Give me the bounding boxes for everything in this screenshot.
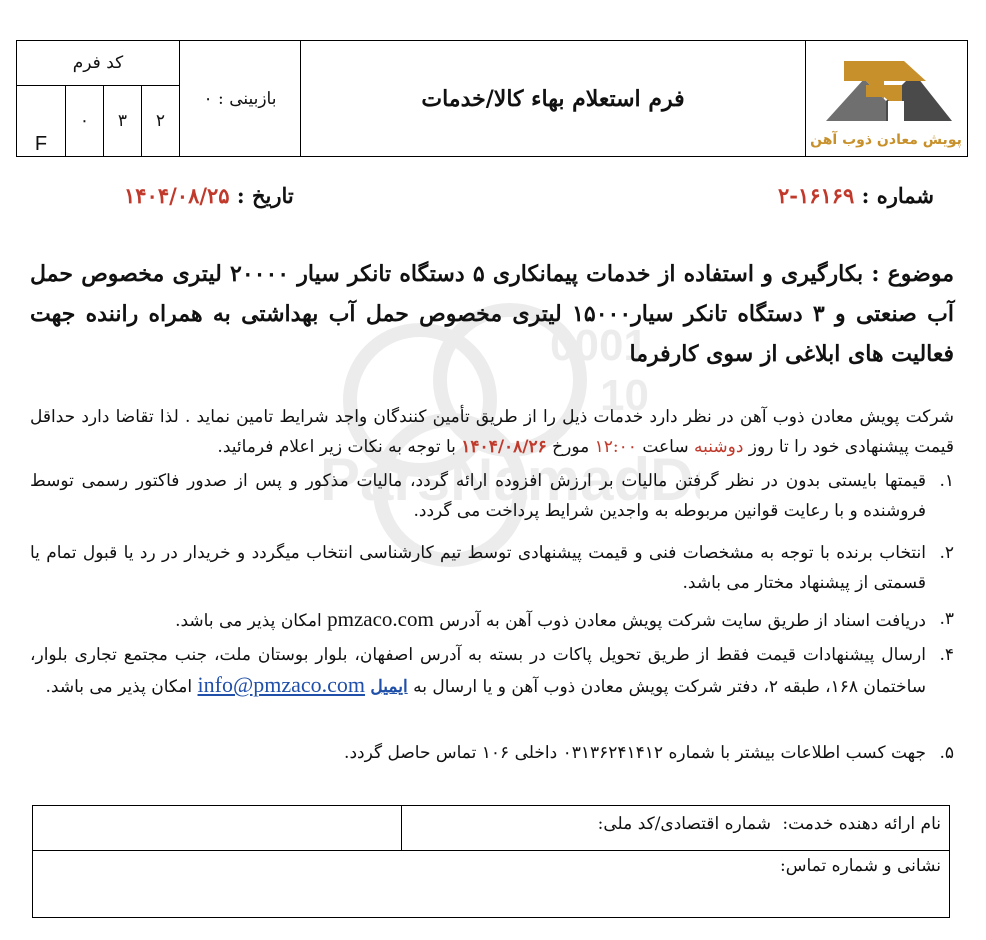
form-code-label: کد فرم bbox=[72, 53, 124, 73]
item-text: قیمتها بایستی بدون در نظر گرفتن مالیات بر ارزش افزوده ارائه گردد، مالیات مذکور و پس از صدور فاکتور رسمی توسط فروشنده و با رعایت قوانین مربوطه به واجدین شرایط پرداخت می گردد. bbox=[30, 471, 926, 521]
form-code-digit-2: ۳ bbox=[117, 111, 128, 131]
subject: موضوع : بکارگیری و استفاده از خدمات پیمانکاری ۵ دستگاه تانکر سیار ۲۰۰۰۰ لیتری مخصوص حمل آب صنعتی و ۳ دستگاه تانکر سیار۱۵۰۰۰ لیتری مخصوص حمل آب بهداشتی به همراه راننده جهت فعالیت های ابلاغی از سوی کارفرما bbox=[30, 261, 954, 367]
form-code-digit-4: F bbox=[34, 133, 48, 155]
list-item bbox=[30, 604, 954, 636]
intro-text-3: مورخ bbox=[546, 437, 595, 457]
intro-text-2: ساعت bbox=[636, 437, 694, 457]
item-number: ۲. bbox=[939, 543, 954, 563]
item-text-after: امکان پذیر می باشد. bbox=[175, 611, 328, 631]
list-item bbox=[30, 640, 954, 702]
svg-text:0001: 0001 bbox=[550, 321, 648, 370]
intro-paragraph bbox=[30, 402, 954, 462]
email-link[interactable]: info@pmzaco.com bbox=[197, 672, 366, 697]
revision-label: بازبینی : ۰ bbox=[203, 88, 277, 109]
item-text-after: امکان پذیر می باشد. bbox=[45, 677, 198, 697]
list-item bbox=[30, 738, 954, 768]
svg-text:10: 10 bbox=[600, 371, 649, 420]
list-item bbox=[30, 538, 954, 598]
logo-text: پویش معادن ذوب آهن bbox=[810, 132, 962, 148]
item-number: ۵. bbox=[939, 743, 954, 763]
item-text: جهت کسب اطلاعات بیشتر با شماره ۰۳۱۳۶۲۴۱۴۱۲ داخلی ۱۰۶ تماس حاصل گردد. bbox=[344, 743, 926, 763]
website-link[interactable]: pmzaco.com bbox=[327, 607, 434, 631]
company-logo bbox=[804, 41, 967, 156]
deadline-time: ۱۲:۰۰ bbox=[594, 437, 637, 457]
item-text-before: ارسال پیشنهادات قیمت فقط از طریق تحویل پاکات در بسته به آدرس اصفهان، بلوار بوستان ملت، جنب مجتمع تجاری بلوار، ساختمان ۱۶۸، طبقه ۲، دفتر شرکت پویش معادن ذوب آهن و یا ارسال به bbox=[30, 645, 926, 697]
svg-text:ParsNamadData: ParsNamadD bbox=[320, 446, 694, 513]
item-number: ۳. bbox=[939, 609, 954, 629]
number-value: ۱۶۱۶۹-۲ bbox=[777, 183, 855, 208]
intro-text-4: با توجه به نکات زیر اعلام فرمائید. bbox=[217, 437, 462, 457]
item-text bbox=[30, 640, 926, 702]
page-title: فرم استعلام بهاء کالا/خدمات bbox=[421, 85, 685, 112]
form-code-digit-1: ۲ bbox=[155, 111, 166, 131]
item-text-before: دریافت اسناد از طریق سایت شرکت پویش معادن ذوب آهن به آدرس bbox=[433, 611, 926, 631]
item-text bbox=[30, 604, 926, 636]
list-item bbox=[30, 466, 954, 526]
date-label: تاریخ : bbox=[236, 183, 294, 208]
logo-mark-icon bbox=[804, 41, 967, 156]
item-number: ۱. bbox=[939, 471, 954, 491]
item-text: انتخاب برنده با توجه به مشخصات فنی و قیمت پیشنهادی توسط تیم کارشناسی انتخاب میگردد و خریدار در رد یا قبول تمام یا قسمتی از پیشنهاد مختار می باشد. bbox=[30, 543, 926, 593]
deadline-date: ۱۴۰۴/۰۸/۲۶ bbox=[461, 437, 547, 457]
supplier-info-box: نام ارائه دهنده خدمت: شماره اقتصادی/کد ملی: نشانی و شماره تماس: bbox=[32, 805, 950, 918]
number-label: شماره : bbox=[861, 183, 934, 208]
deadline-day: دوشنبه bbox=[694, 437, 744, 457]
form-code-digit-3: ۰ bbox=[79, 111, 90, 131]
date-value: ۱۴۰۴/۰۸/۲۵ bbox=[124, 183, 230, 208]
item-number: ۴. bbox=[939, 645, 954, 665]
provider-name-label: نام ارائه دهنده خدمت: bbox=[782, 814, 941, 834]
letter-number bbox=[778, 183, 934, 208]
email-word: ایمیل bbox=[370, 677, 408, 697]
letter-date bbox=[124, 183, 294, 208]
address-label: نشانی و شماره تماس: bbox=[780, 856, 941, 876]
form-header bbox=[16, 40, 968, 157]
intro-text-1: شرکت پویش معادن ذوب آهن در نظر دارد خدمات ذیل را از طریق تأمین کنندگان واجد شرایط تامین نماید . لذا تقاضا دارد حداقل قیمت پیشنهادی خود را تا روز bbox=[30, 407, 954, 457]
